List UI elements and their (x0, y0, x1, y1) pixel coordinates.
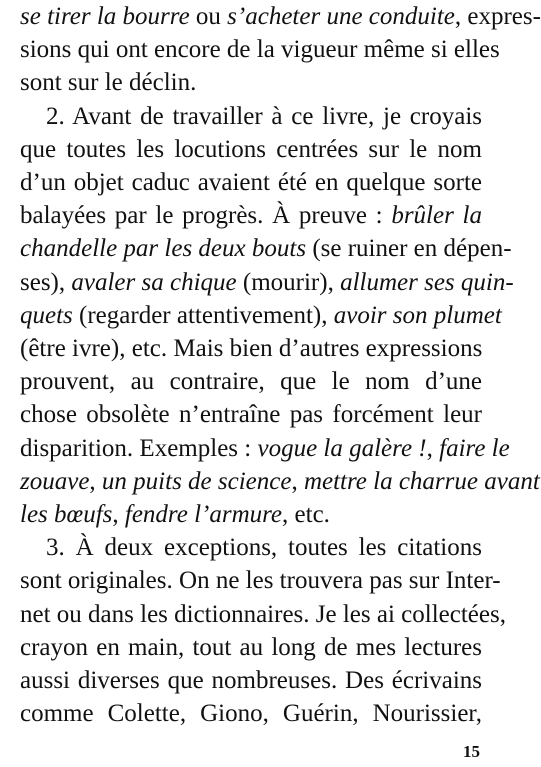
italic-phrase: brûler la (391, 202, 482, 230)
text-line (20, 402, 482, 427)
italic-phrase: se tirer la bourre (20, 3, 190, 30)
italic-phrase: fendre l’armure (124, 501, 283, 528)
text-segment: (regarder attentivement), (72, 301, 334, 329)
text-segment: sont originales. On ne les trouvera pas sur Inter- (20, 567, 501, 595)
text-segment: disparition. Exemples : (20, 434, 258, 462)
text-line (20, 467, 540, 495)
text-line (20, 301, 502, 329)
text-line (46, 535, 482, 560)
italic-phrase: avaler sa chique (71, 268, 237, 296)
text-line (20, 336, 482, 361)
text-line (20, 235, 512, 263)
italic-phrase: un puits de science (101, 467, 292, 495)
text-segment: balayées par le progrès. À preuve : (20, 202, 392, 230)
text-segment: que toutes les locutions centrées sur le nom (20, 135, 482, 163)
text-line (20, 600, 506, 628)
italic-phrase: vogue la galère ! (257, 434, 427, 462)
page-number: 15 (463, 742, 480, 761)
text-line (20, 36, 500, 64)
text-line (20, 502, 482, 527)
text-line (20, 170, 482, 195)
text-segment: d’un objet caduc avaient été en quelque sorte (20, 169, 482, 196)
text-segment: chose obsolète n’entraîne pas forcément leur (20, 401, 482, 429)
italic-phrase: mettre la charrue avant (303, 467, 540, 495)
text-line (20, 434, 510, 462)
text-line (46, 104, 482, 129)
text-segment: aussi diverses que nombreuses. Des écrivains (20, 667, 482, 694)
text-segment: net ou dans les dictionnaires. Je les ai collectées, (20, 600, 506, 628)
text-segment: sont sur le déclin. (20, 69, 197, 97)
text-segment: (mourir), (236, 268, 341, 296)
text-segment: (se ruiner en dépen- (306, 235, 512, 263)
italic-phrase: avoir son plumet (333, 301, 502, 329)
text-segment: ou (189, 3, 228, 30)
text-segment: , (112, 501, 125, 528)
text-segment: 3. À deux exceptions, toutes les citations (46, 534, 482, 562)
text-segment: , (291, 467, 304, 495)
text-line (20, 635, 482, 660)
text-segment: , expres- (454, 3, 541, 30)
text-line (20, 701, 482, 726)
text-segment: , (89, 467, 102, 495)
text-segment: prouvent, au contraire, que le nom d’une (20, 368, 482, 396)
text-segment: crayon en main, tout au long de mes lectures (20, 633, 482, 661)
text-segment: , (426, 434, 440, 462)
text-segment: 2. Avant de travailler à ce livre, je croyais (46, 102, 482, 130)
italic-phrase: faire le (439, 434, 510, 462)
text-line (20, 567, 501, 595)
text-line (20, 668, 482, 693)
italic-phrase: chandelle par les deux bouts (20, 235, 307, 263)
text-segment: comme Colette, Giono, Guérin, Nourissier, (20, 700, 482, 728)
italic-phrase: quets (20, 301, 73, 329)
text-line (20, 137, 482, 162)
text-line (20, 203, 482, 228)
italic-phrase: allumer ses quin- (340, 268, 514, 296)
text-segment: (être ivre), etc. Mais bien d’autres expressions (20, 335, 483, 362)
text-line (20, 268, 514, 296)
text-line (20, 3, 541, 30)
text-segment: sions qui ont encore de la vigueur même si elles (20, 36, 500, 64)
text-line (20, 369, 482, 394)
italic-phrase: zouave (20, 467, 90, 495)
italic-phrase: s’acheter une conduite (227, 3, 455, 30)
text-segment: ses), (20, 268, 72, 296)
italic-phrase: les bœufs (20, 501, 113, 528)
text-line (20, 70, 482, 95)
text-segment: , etc. (282, 501, 330, 528)
